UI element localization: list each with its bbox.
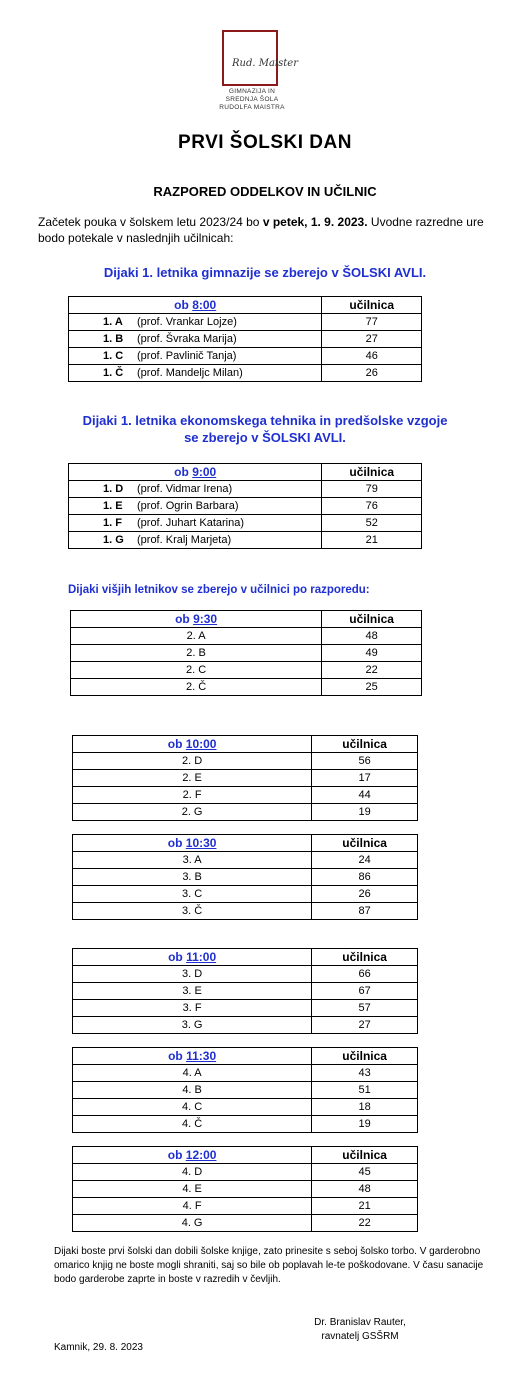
room: 49: [322, 645, 422, 662]
schedule-table-1030: [72, 834, 418, 920]
room: 45: [312, 1164, 418, 1181]
room: 87: [312, 903, 418, 920]
table-header-row: [73, 1147, 418, 1164]
table-row: [69, 314, 422, 331]
table-row: [69, 348, 422, 365]
table-row: [71, 628, 422, 645]
room: 52: [322, 515, 422, 532]
time-header: ob 9:30: [71, 611, 322, 628]
room: 19: [312, 804, 418, 821]
table-row: [73, 1164, 418, 1181]
class-code: 4. E: [73, 1181, 312, 1198]
teacher: (prof. Pavlinič Tanja): [137, 349, 237, 362]
table-row: [73, 787, 418, 804]
schedule-table-1000: [72, 735, 418, 821]
table-row: [73, 753, 418, 770]
class-code: 1. G: [103, 533, 124, 546]
table-row: [73, 1215, 418, 1232]
class-code: 3. C: [73, 886, 312, 903]
class-code: 2. F: [73, 787, 312, 804]
class-code: 1. B: [103, 332, 124, 345]
time-header: ob 9:00: [69, 464, 322, 481]
room: 21: [312, 1198, 418, 1215]
page-title: PRVI ŠOLSKI DAN: [178, 132, 352, 153]
intro-text-end: Uvodne razredne ure bodo potekale v naslednjih učilnicah:: [38, 215, 484, 245]
room: 24: [312, 852, 418, 869]
table-header-row: [73, 1048, 418, 1065]
table-row: [69, 331, 422, 348]
room: 48: [312, 1181, 418, 1198]
room: 22: [322, 662, 422, 679]
time-header: ob 11:00: [73, 949, 312, 966]
table-header-row: [73, 736, 418, 753]
page-subtitle: RAZPORED ODDELKOV IN UČILNIC: [153, 184, 377, 199]
class-code: 4. A: [73, 1065, 312, 1082]
table-row: [69, 532, 422, 549]
table-row: [73, 1017, 418, 1034]
class-code: 4. Č: [73, 1116, 312, 1133]
teacher: (prof. Juhart Katarina): [137, 516, 244, 529]
intro-date: v petek, 1. 9. 2023.: [262, 215, 368, 229]
schedule-table-0800: [68, 296, 422, 382]
table-row: [73, 869, 418, 886]
signature-role: ravnatelj GSŠRM: [321, 1331, 399, 1342]
table-row: [73, 1000, 418, 1017]
room: 76: [322, 498, 422, 515]
school-logo: [222, 30, 298, 86]
class-code: 3. B: [73, 869, 312, 886]
class-code: 4. D: [73, 1164, 312, 1181]
room: 46: [322, 348, 422, 365]
intro-paragraph: [38, 214, 488, 246]
teacher: (prof. Švraka Marija): [137, 332, 237, 345]
room: 77: [322, 314, 422, 331]
room: 57: [312, 1000, 418, 1017]
heading-higher: Dijaki višjih letnikov se zberejo v učilnici po razporedu:: [68, 584, 370, 596]
table-row: [73, 852, 418, 869]
class-code: 1. Č: [103, 366, 124, 379]
heading-line: se zberejo v ŠOLSKI AVLI.: [184, 430, 346, 445]
class-code: 2. G: [73, 804, 312, 821]
table-header-row: [73, 835, 418, 852]
school-name-line: SREDNJA ŠOLA: [225, 96, 279, 103]
teacher: (prof. Ogrin Barbara): [137, 499, 239, 512]
class-code: 2. D: [73, 753, 312, 770]
class-code: 3. F: [73, 1000, 312, 1017]
table-row: [73, 1198, 418, 1215]
room: 27: [312, 1017, 418, 1034]
teacher: (prof. Vidmar Irena): [137, 482, 233, 495]
intro-text: Začetek pouka v šolskem letu 2023/24 bo: [38, 215, 263, 229]
time-header: ob 10:00: [73, 736, 312, 753]
class-code: 3. D: [73, 966, 312, 983]
table-row: [73, 1065, 418, 1082]
table-header-row: [73, 949, 418, 966]
logo-signature: Rud. Maister: [232, 58, 298, 69]
signature-block: [300, 1316, 420, 1344]
time-header: ob 10:30: [73, 835, 312, 852]
class-code: 3. Č: [73, 903, 312, 920]
footer-note: Dijaki boste prvi šolski dan dobili šolske knjige, zato prinesite s seboj šolsko torbo. V garderobno omarico knjig ne boste mogli shraniti, saj so bile ob poplavah le-te poškodovane. V času sanacije bodo garderobe zaprte in boste v razredih v čevljih.: [54, 1246, 484, 1285]
class-code: 2. A: [71, 628, 322, 645]
table-row: [69, 481, 422, 498]
class-code: 4. C: [73, 1099, 312, 1116]
class-code: 4. B: [73, 1082, 312, 1099]
table-row: [69, 365, 422, 382]
room: 25: [322, 679, 422, 696]
school-name: [200, 88, 304, 112]
schedule-table-0900: [68, 463, 422, 549]
room: 48: [322, 628, 422, 645]
class-code: 3. G: [73, 1017, 312, 1034]
room: 21: [322, 532, 422, 549]
teacher: (prof. Mandeljc Milan): [137, 366, 243, 379]
schedule-table-1100: [72, 948, 418, 1034]
table-row: [71, 679, 422, 696]
schedule-table-1200: [72, 1146, 418, 1232]
table-row: [73, 1116, 418, 1133]
class-code: 1. F: [103, 516, 122, 529]
room: 18: [312, 1099, 418, 1116]
room-header: učilnica: [312, 949, 418, 966]
table-header-row: [71, 611, 422, 628]
room: 26: [322, 365, 422, 382]
class-code: 1. D: [103, 482, 124, 495]
room: 86: [312, 869, 418, 886]
class-code: 1. C: [103, 349, 124, 362]
class-code: 2. B: [71, 645, 322, 662]
table-row: [73, 983, 418, 1000]
table-header-row: [69, 297, 422, 314]
table-row: [71, 645, 422, 662]
teacher: (prof. Vrankar Lojze): [137, 315, 237, 328]
class-code: 4. F: [73, 1198, 312, 1215]
room-header: učilnica: [322, 611, 422, 628]
signature-name: Dr. Branislav Rauter,: [314, 1317, 406, 1328]
schedule-table-0930: [70, 610, 422, 696]
table-row: [73, 1099, 418, 1116]
room: 26: [312, 886, 418, 903]
school-name-line: RUDOLFA MAISTRA: [219, 104, 285, 111]
school-name-line: GIMNAZIJA IN: [228, 88, 276, 95]
table-row: [73, 966, 418, 983]
room-header: učilnica: [312, 736, 418, 753]
room-header: učilnica: [322, 297, 422, 314]
time-header: ob 12:00: [73, 1147, 312, 1164]
table-row: [73, 886, 418, 903]
room: 19: [312, 1116, 418, 1133]
room: 44: [312, 787, 418, 804]
schedule-table-1130: [72, 1047, 418, 1133]
room-header: učilnica: [322, 464, 422, 481]
table-row: [73, 1181, 418, 1198]
heading-line: Dijaki 1. letnika ekonomskega tehnika in predšolske vzgoje: [82, 413, 448, 428]
table-row: [73, 1082, 418, 1099]
class-code: 3. E: [73, 983, 312, 1000]
room: 56: [312, 753, 418, 770]
heading-first-gym: Dijaki 1. letnika gimnazije se zberejo v ŠOLSKI AVLI.: [103, 265, 427, 280]
class-code: 4. G: [73, 1215, 312, 1232]
teacher: (prof. Kralj Marjeta): [137, 533, 232, 546]
class-code: 2. C: [71, 662, 322, 679]
room: 43: [312, 1065, 418, 1082]
room: 51: [312, 1082, 418, 1099]
class-code: 2. Č: [71, 679, 322, 696]
time-header: ob 8:00: [69, 297, 322, 314]
place-date: Kamnik, 29. 8. 2023: [54, 1342, 143, 1353]
room: 17: [312, 770, 418, 787]
time-header: ob 11:30: [73, 1048, 312, 1065]
table-row: [69, 515, 422, 532]
table-row: [73, 770, 418, 787]
room: 67: [312, 983, 418, 1000]
class-code: 1. A: [103, 315, 123, 328]
room: 27: [322, 331, 422, 348]
room-header: učilnica: [312, 835, 418, 852]
table-row: [73, 903, 418, 920]
class-code: 1. E: [103, 499, 123, 512]
room-header: učilnica: [312, 1048, 418, 1065]
table-row: [73, 804, 418, 821]
room: 66: [312, 966, 418, 983]
class-code: 2. E: [73, 770, 312, 787]
room: 22: [312, 1215, 418, 1232]
room-header: učilnica: [312, 1147, 418, 1164]
table-header-row: [69, 464, 422, 481]
class-code: 3. A: [73, 852, 312, 869]
table-row: [71, 662, 422, 679]
room: 79: [322, 481, 422, 498]
table-row: [69, 498, 422, 515]
heading-first-eco: [0, 412, 530, 446]
